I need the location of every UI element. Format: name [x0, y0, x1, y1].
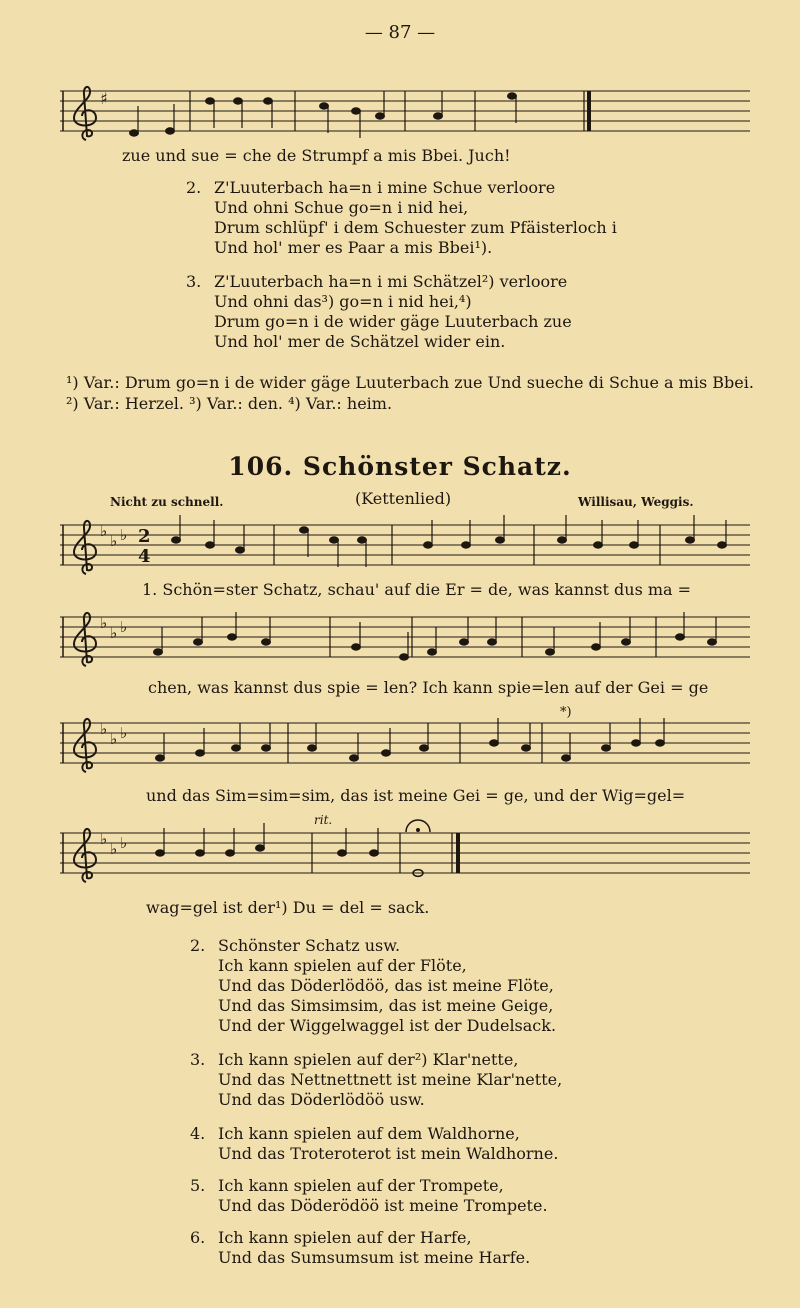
verse-line: Und das Döderlödöö, das ist meine Flöte, [218, 976, 554, 995]
verse-line: Ich kann spielen auf dem Waldhorne, [218, 1124, 520, 1143]
svg-text:♭: ♭ [110, 730, 118, 748]
rit-marking: rit. [314, 813, 333, 827]
verse-line: Z'Luuterbach ha=n i mi Schätzel²) verloore [214, 272, 568, 291]
verse-line: Und hol' mer de Schätzel wider ein. [214, 332, 506, 351]
verse-line: Und das Simsimsim, das ist meine Geige, [218, 996, 554, 1015]
tempo-marking: Nicht zu schnell. [110, 495, 224, 509]
svg-text:♭: ♭ [110, 624, 118, 642]
lyric-line: 1. Schön=ster Schatz, schau' auf die Er = de, was kannst dus ma = [142, 580, 692, 599]
verse-line: Und ohni Schue go=n i nid hei, [214, 198, 469, 217]
verse-number: 5. [190, 1176, 206, 1195]
verse-line: Und das Troteroterot ist mein Waldhorne. [218, 1144, 559, 1163]
asterisk-mark: *) [560, 705, 572, 720]
verse-line: Und das Döderlödöö usw. [218, 1090, 425, 1109]
page-number: — 87 — [364, 22, 436, 43]
verse-line: Z'Luuterbach ha=n i mine Schue verloore [214, 178, 556, 197]
lyric-line: und das Sim=sim=sim, das ist meine Gei = ge, und der Wig=gel= [146, 786, 686, 805]
verse [190, 1124, 559, 1164]
time-signature-bottom: 4 [138, 546, 151, 567]
verse-line: Und das Döderödöö ist meine Trompete. [218, 1196, 548, 1215]
svg-text:♭: ♭ [100, 720, 108, 738]
song-title: 106. Schönster Schatz. [228, 452, 572, 481]
time-signature-top: 2 [138, 526, 151, 547]
verse-line: Und ohni das³) go=n i nid hei,⁴) [214, 292, 472, 311]
verse [190, 936, 557, 1036]
verse-line: Drum schlüpf' i dem Schuester zum Pfäisterloch i [214, 218, 617, 237]
verse-number: 3. [190, 1050, 206, 1069]
music-staff [60, 612, 760, 672]
verse [190, 1176, 548, 1216]
verse-line: Drum go=n i de wider gäge Luuterbach zue [214, 312, 572, 331]
svg-text:♭: ♭ [100, 614, 108, 632]
svg-text:♭: ♭ [120, 834, 128, 852]
svg-text:♭: ♭ [120, 724, 128, 742]
verse [190, 1050, 563, 1110]
lyric-line: zue und sue = che de Strumpf a mis Bbei. Juch! [122, 146, 511, 165]
svg-text:♭: ♭ [120, 618, 128, 636]
verse-number: 2. [186, 178, 202, 197]
verse-number: 6. [190, 1228, 206, 1247]
music-staff [60, 520, 760, 580]
verse [190, 1228, 531, 1268]
verse-line: Und hol' mer es Paar a mis Bbei¹). [214, 238, 493, 257]
lyric-line: chen, was kannst dus spie = len? Ich kann spie=len auf der Gei = ge [148, 678, 709, 697]
verse-line: Und der Wiggelwaggel ist der Dudelsack. [218, 1016, 557, 1035]
verse [186, 272, 572, 352]
song-subtitle: (Kettenlied) [355, 489, 452, 508]
lyric-line: wag=gel ist der¹) Du = del = sack. [146, 898, 430, 917]
verse-line: Und das Nettnettnett ist meine Klar'nette, [218, 1070, 563, 1089]
verse-line: Schönster Schatz usw. [218, 936, 401, 955]
verse-number: 3. [186, 272, 202, 291]
verse [186, 178, 617, 258]
song-origin: Willisau, Weggis. [578, 495, 694, 509]
verse-number: 2. [190, 936, 206, 955]
verse-number: 4. [190, 1124, 206, 1143]
svg-text:♭: ♭ [120, 526, 128, 544]
verse-line: Ich kann spielen auf der Harfe, [218, 1228, 472, 1247]
music-staff [60, 813, 760, 888]
svg-text:♭: ♭ [110, 532, 118, 550]
verse-line: Ich kann spielen auf der Trompete, [218, 1176, 504, 1195]
music-staff [60, 86, 760, 146]
music-staff [60, 705, 760, 778]
verse-line: Und das Sumsumsum ist meine Harfe. [218, 1248, 531, 1267]
svg-text:♯: ♯ [100, 89, 108, 108]
svg-text:♭: ♭ [100, 522, 108, 540]
footnote: ¹) Var.: Drum go=n i de wider gäge Luuterbach zue Und sueche di Schue a mis Bbei. ²) Var.: Herzel. ³) Var.: den. ⁴) Var.: heim. [66, 373, 754, 413]
svg-text:♭: ♭ [110, 840, 118, 858]
svg-text:♭: ♭ [100, 830, 108, 848]
verse-line: Ich kann spielen auf der²) Klar'nette, [218, 1050, 519, 1069]
verse-line: Ich kann spielen auf der Flöte, [218, 956, 467, 975]
